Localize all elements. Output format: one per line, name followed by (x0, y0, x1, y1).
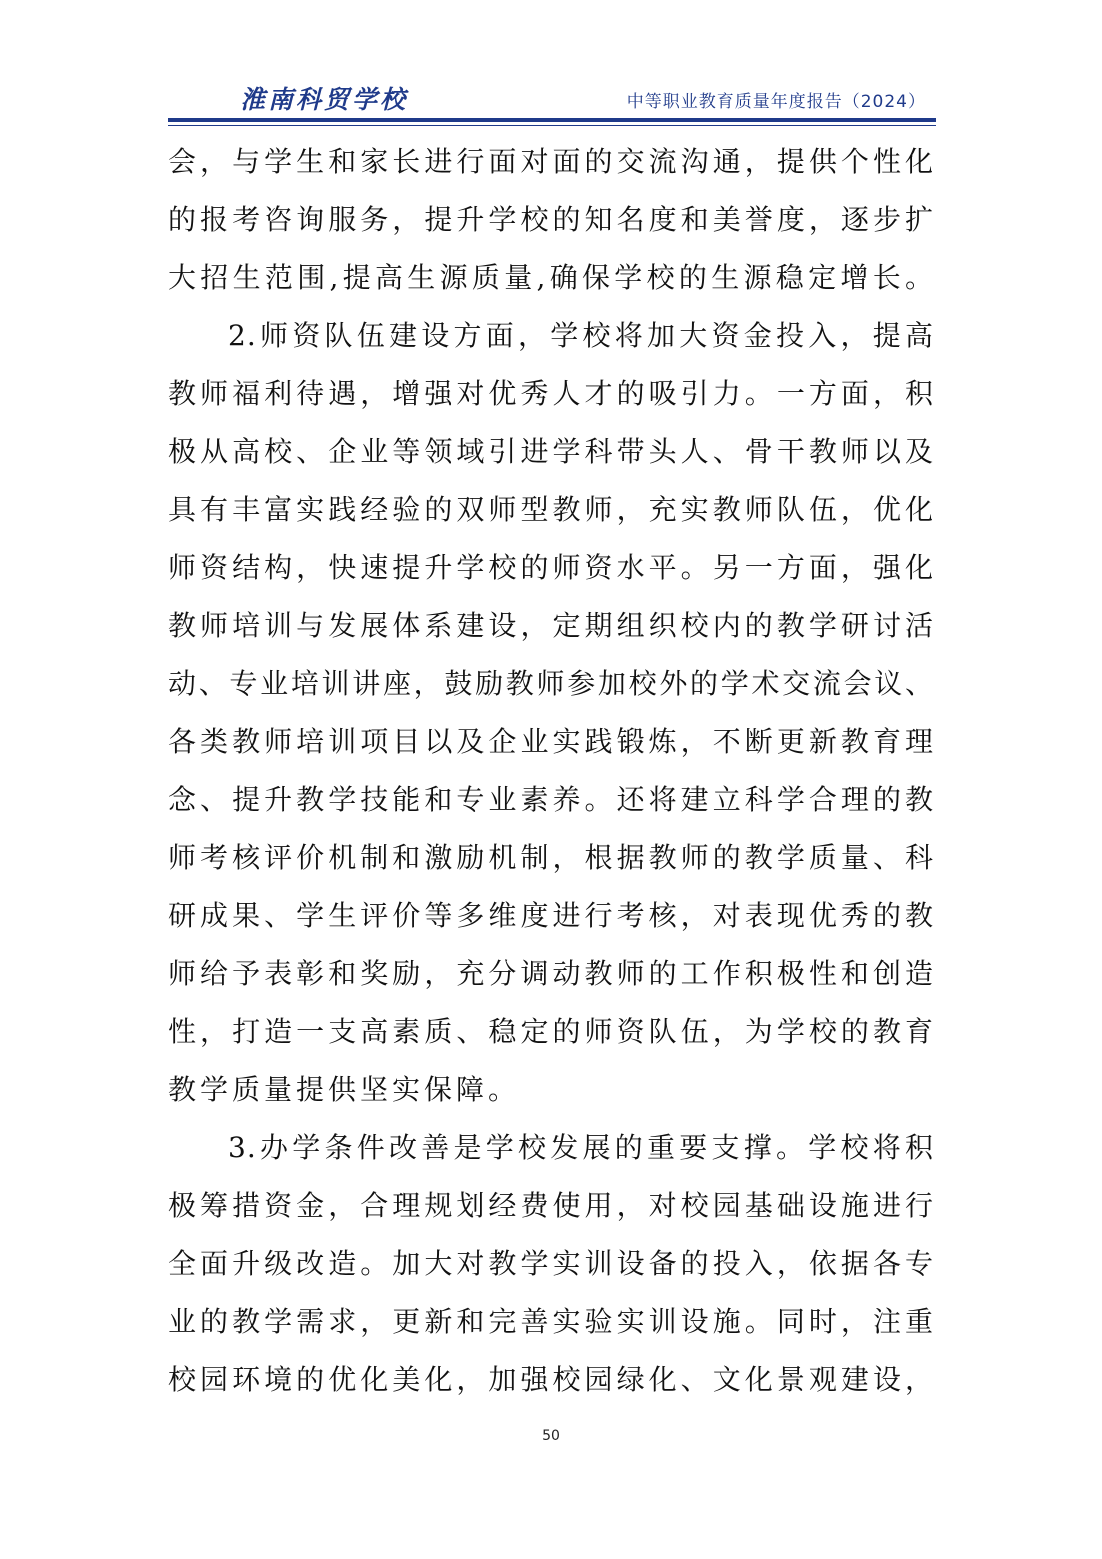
text-line: 教学质量提供坚实保障。 (168, 1073, 521, 1106)
text-line: 师资结构，快速提升学校的师资水平。另一方面，强化 (168, 551, 934, 584)
text-line: 业的教学需求，更新和完善实验实训设施。同时，注重 (168, 1305, 934, 1338)
text-line: 教师培训与发展体系建设，定期组织校内的教学研讨活 (168, 609, 934, 642)
text-line: 具有丰富实践经验的双师型教师，充实教师队伍，优化 (168, 493, 934, 526)
page-header (168, 78, 934, 114)
text-line: 校园环境的优化美化，加强校园绿化、文化景观建设， (168, 1363, 934, 1396)
header-rule-thick (168, 118, 936, 122)
text-line: 极从高校、企业等领域引进学科带头人、骨干教师以及 (168, 435, 934, 468)
text-line: 念、提升教学技能和专业素养。还将建立科学合理的教 (168, 783, 934, 816)
text-line: 3.办学条件改善是学校发展的重要支撑。学校将积 (228, 1131, 934, 1164)
school-name: 淮南科贸学校 (240, 85, 409, 114)
report-title: 中等职业教育质量年度报告（2024） (626, 92, 926, 112)
text-line: 研成果、学生评价等多维度进行考核，对表现优秀的教 (168, 899, 934, 932)
header-rule-thin (168, 125, 936, 126)
text-line: 各类教师培训项目以及企业实践锻炼，不断更新教育理 (168, 725, 934, 758)
text-line: 动、专业培训讲座，鼓励教师参加校外的学术交流会议、 (168, 667, 934, 700)
text-line: 极筹措资金，合理规划经费使用，对校园基础设施进行 (168, 1189, 934, 1222)
text-line: 2.师资队伍建设方面，学校将加大资金投入，提高 (228, 319, 934, 352)
body-text (168, 133, 934, 1409)
text-line: 大招生范围,提高生源质量,确保学校的生源稳定增长。 (168, 261, 934, 294)
text-line: 全面升级改造。加大对教学实训设备的投入，依据各专 (168, 1247, 934, 1280)
text-line: 的报考咨询服务，提升学校的知名度和美誉度，逐步扩 (168, 203, 934, 236)
text-line: 会，与学生和家长进行面对面的交流沟通，提供个性化 (168, 145, 934, 178)
text-line: 师给予表彰和奖励，充分调动教师的工作积极性和创造 (168, 957, 934, 990)
text-line: 性，打造一支高素质、稳定的师资队伍，为学校的教育 (168, 1015, 934, 1048)
text-line: 教师福利待遇，增强对优秀人才的吸引力。一方面，积 (168, 377, 934, 410)
text-line: 师考核评价机制和激励机制，根据教师的教学质量、科 (168, 841, 934, 874)
page-number: 50 (542, 1428, 560, 1444)
